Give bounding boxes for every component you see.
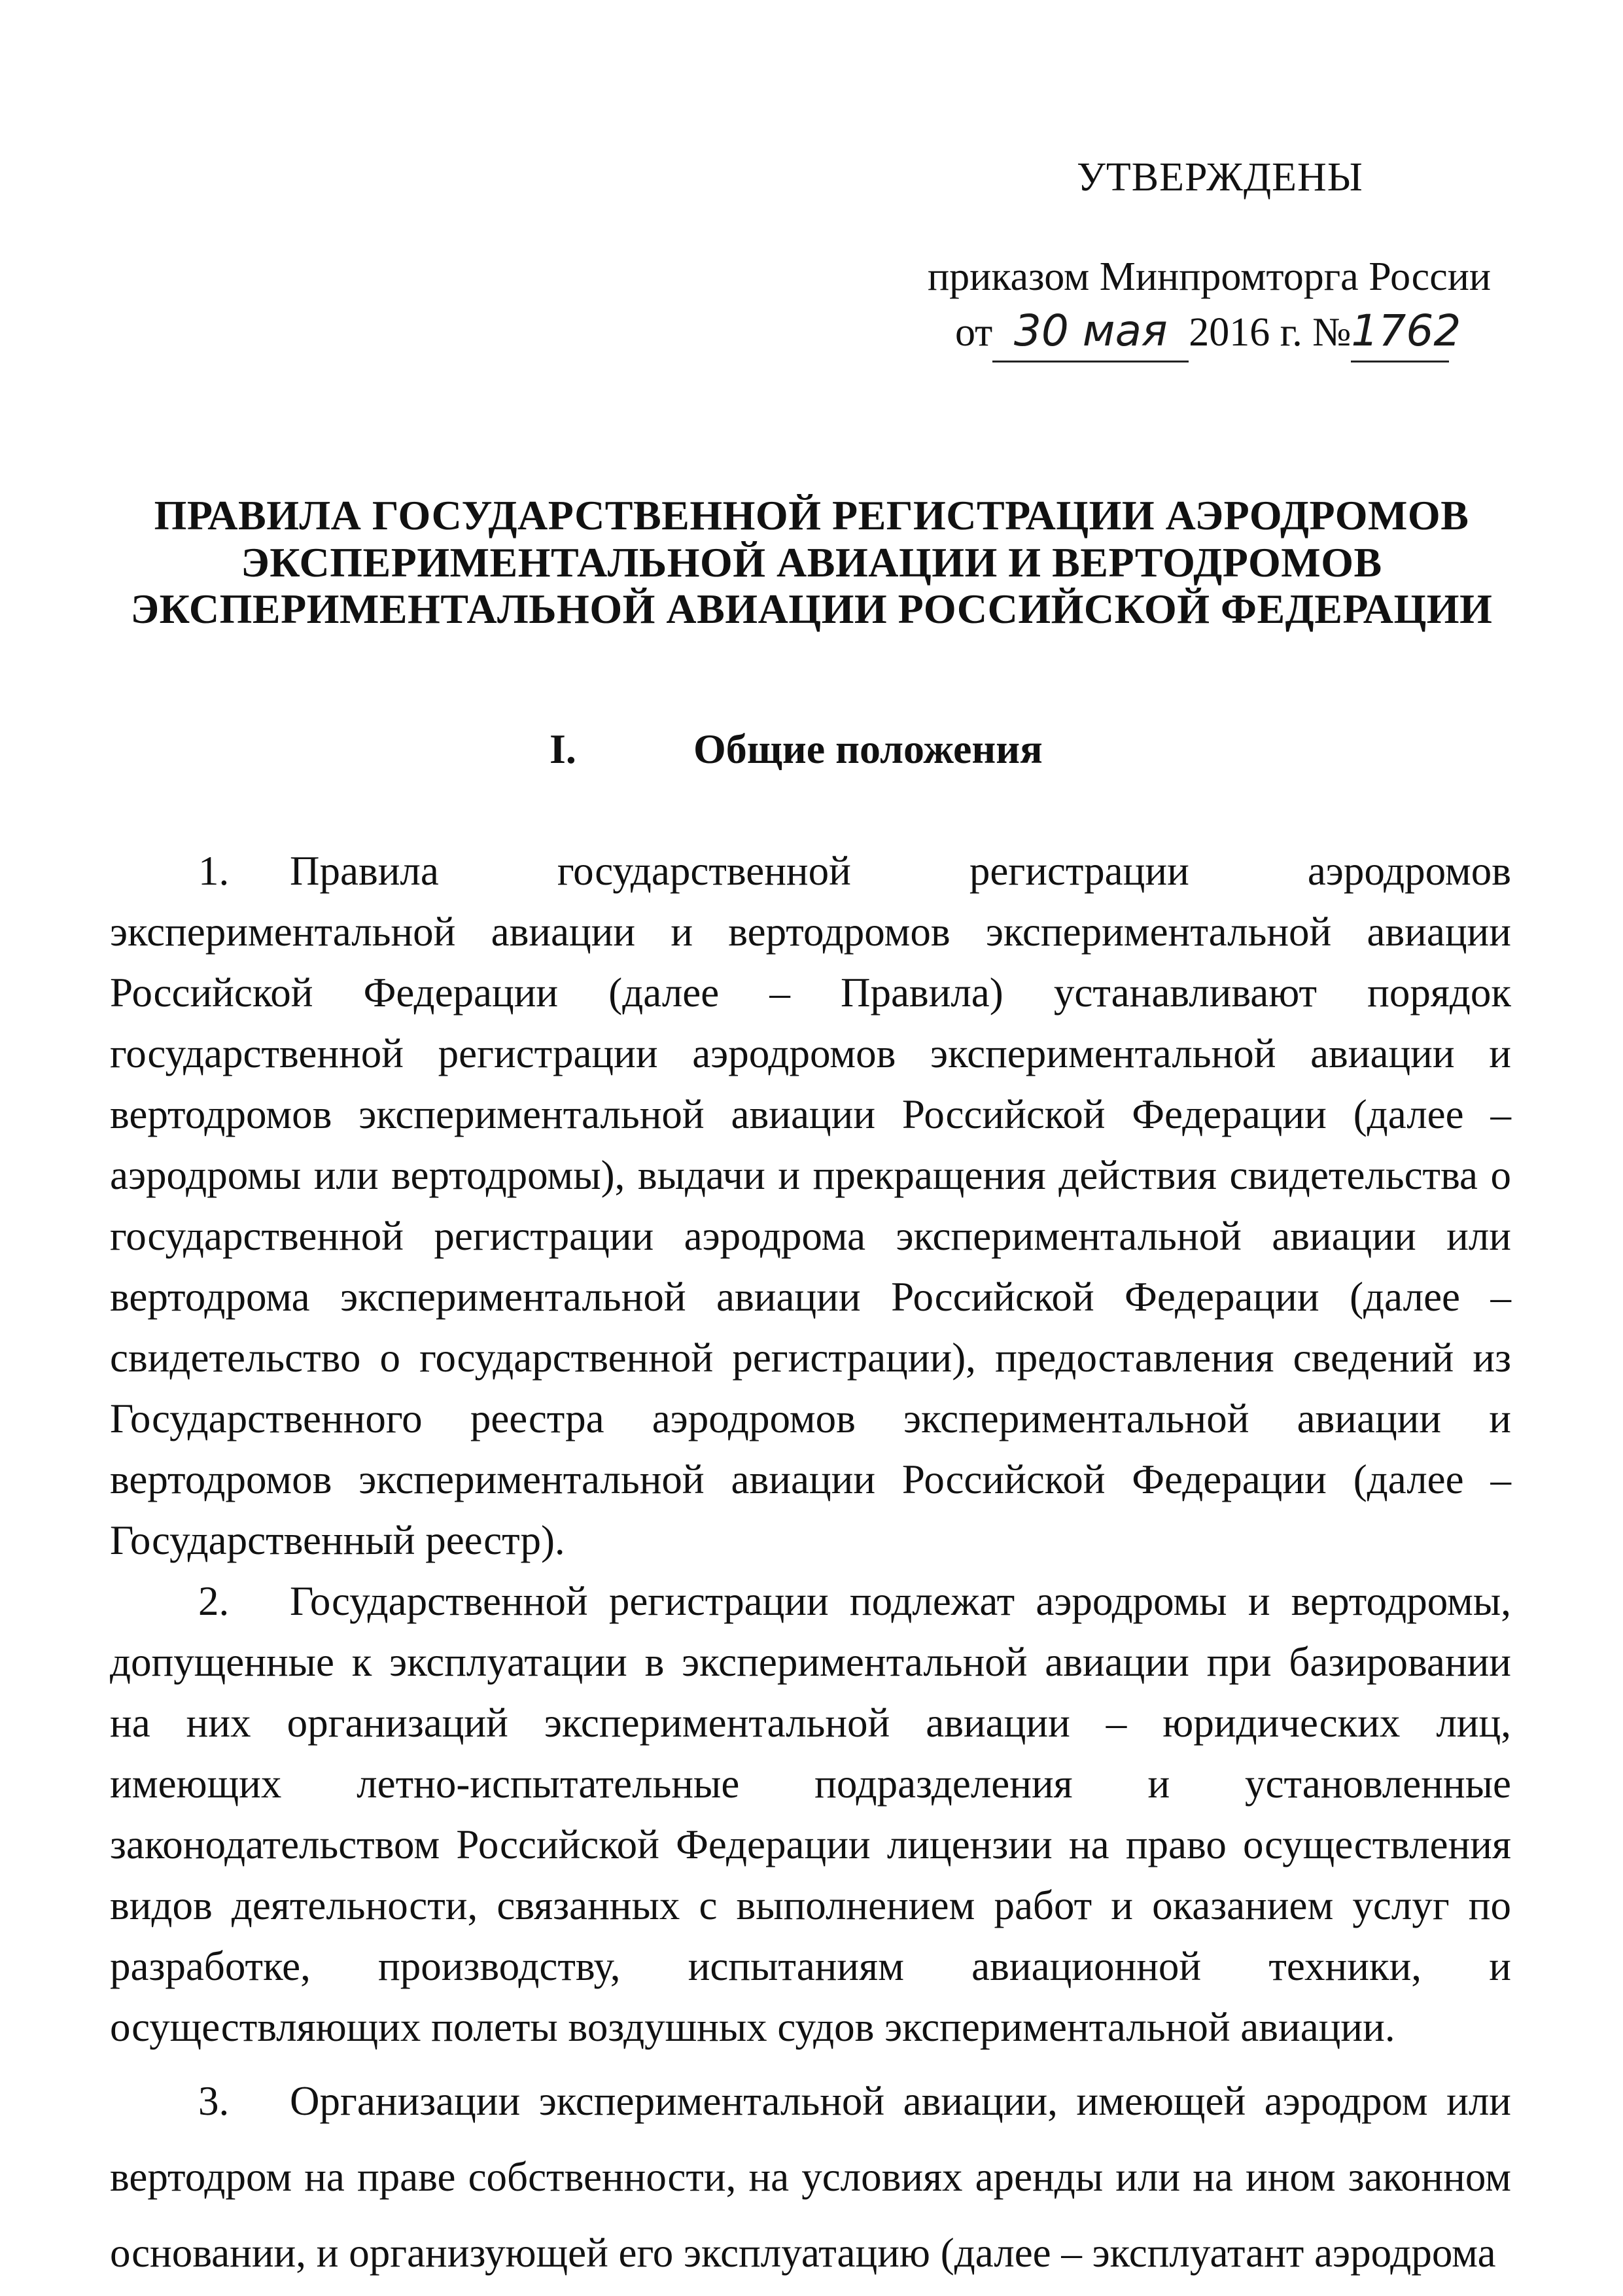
title-line-3: ЭКСПЕРИМЕНТАЛЬНОЙ АВИАЦИИ РОССИЙСКОЙ ФЕДЕРАЦИИ: [130, 586, 1493, 633]
paragraph-number: 2.: [198, 1578, 230, 1624]
order-year: 2016 г. №: [1189, 310, 1352, 355]
title-line-1: ПРАВИЛА ГОСУДАРСТВЕННОЙ РЕГИСТРАЦИИ АЭРОДРОМОВ: [154, 492, 1469, 539]
paragraph-3: [110, 2063, 1511, 2291]
title-line-2: ЭКСПЕРИМЕНТАЛЬНОЙ АВИАЦИИ И ВЕРТОДРОМОВ: [241, 539, 1382, 586]
document-body: [110, 841, 1511, 2291]
handwritten-date: 30 мая: [1013, 306, 1168, 357]
paragraph-text: Организации экспериментальной авиации, имеющей аэродром или вертодром на праве собственности, на условиях аренды или на ином законном основании, и организующей его эксплуатацию (далее – эксплуатант аэродрома: [110, 2078, 1511, 2276]
paragraph-text: Государственной регистрации подлежат аэродромы и вертодромы, допущенные к эксплуатации в экспериментальной авиации при базировании на них организаций экспериментальной авиации – юридических лиц, имеющих летно-испытательные подразделения и установленные законодательством Российской Федерации лицензии на право осуществления видов деятельности, связанных с выполнением работ и оказанием услуг по разработке, производству, испытаниям авиационной техники, и осуществляющих полеты воздушных судов экспериментальной авиации.: [110, 1578, 1511, 2050]
order-reference: приказом Минпромторга России: [928, 254, 1492, 299]
paragraph-2: [110, 1571, 1511, 2058]
date-prefix: от: [955, 310, 993, 355]
date-blank: [992, 302, 1189, 362]
paragraph-number: 1.: [198, 848, 230, 894]
approval-stamp: УТВЕРЖДЕНЫ: [1077, 155, 1363, 200]
paragraph-1: [110, 841, 1511, 1571]
paragraph-number: 3.: [198, 2078, 230, 2124]
number-blank: [1351, 302, 1461, 362]
paragraph-text: Правила государственной регистрации аэродромов экспериментальной авиации и вертодромов экспериментальной авиации Российской Федерации (далее – Правила) устанавливают порядок государственной регистрации аэродромов экспериментальной авиации и вертодромов экспериментальной авиации Российской Федерации (далее – аэродромы или вертодромы), выдачи и прекращения действия свидетельства о государственной регистрации аэродрома экспериментальной авиации или вертодрома экспериментальной авиации Российской Федерации (далее – свидетельство о государственной регистрации), предоставления сведений из Государственного реестра аэродромов экспериментальной авиации и вертодромов экспериментальной авиации Российской Федерации (далее – Государственный реестр).: [110, 848, 1511, 1563]
document-title: [98, 492, 1525, 633]
handwritten-number: 1762: [1351, 306, 1461, 357]
section-heading: [550, 725, 1043, 773]
order-date-line: [928, 302, 1516, 362]
section-number: I.: [550, 726, 576, 772]
section-title: Общие положения: [693, 726, 1043, 772]
approval-block: [928, 150, 1516, 362]
